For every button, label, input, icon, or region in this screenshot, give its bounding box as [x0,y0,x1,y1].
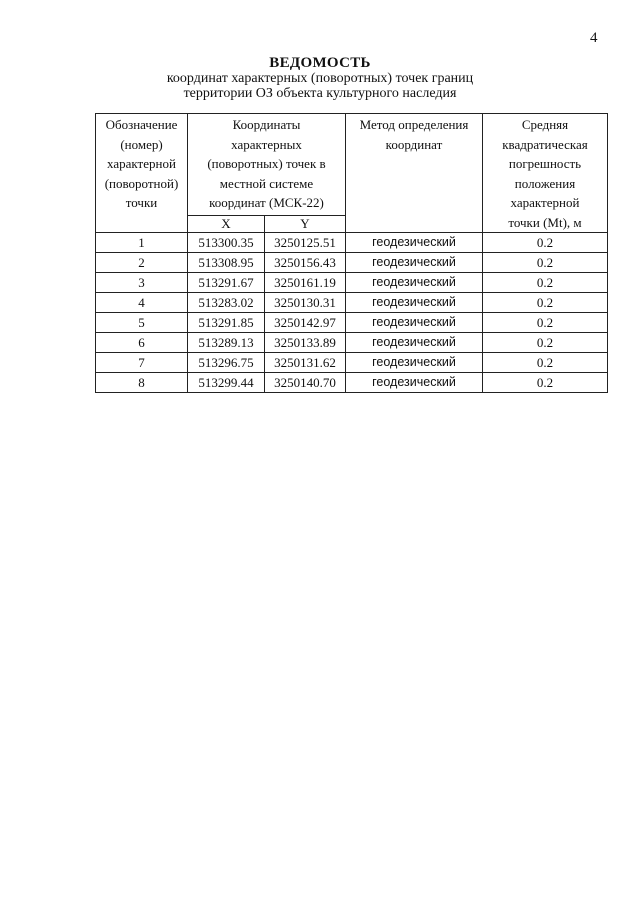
cell-method: геодезический [346,293,483,313]
table-row [96,233,608,253]
cell-y: 3250125.51 [265,233,346,253]
cell-point-number: 1 [96,233,188,253]
cell-error: 0.2 [483,233,608,253]
table-row [96,313,608,333]
cell-x: 513289.13 [188,333,265,353]
header-error-line: квадратическая [502,136,588,152]
table-row [96,293,608,313]
cell-error: 0.2 [483,353,608,373]
header-coords-line: характерных [231,136,302,152]
cell-point-number: 3 [96,273,188,293]
cell-x: 513291.67 [188,273,265,293]
header-error-line: положения [514,175,576,191]
cell-error: 0.2 [483,373,608,393]
cell-y: 3250142.97 [265,313,346,333]
table-row [96,253,608,273]
header-point-line: (номер) [120,136,163,152]
cell-error: 0.2 [483,313,608,333]
cell-x: 513299.44 [188,373,265,393]
header-method [346,114,483,233]
cell-method: геодезический [346,253,483,273]
title-line-2: территории ОЗ объекта культурного наследия [183,86,457,101]
header-error-line: точки (Mt), м [508,214,582,230]
cell-point-number: 5 [96,313,188,333]
cell-point-number: 7 [96,353,188,373]
table-row [96,273,608,293]
header-point [96,114,188,233]
header-y: Y [265,215,346,232]
cell-error: 0.2 [483,273,608,293]
cell-y: 3250130.31 [265,293,346,313]
cell-y: 3250133.89 [265,333,346,353]
cell-x: 513291.85 [188,313,265,333]
page-number: 4 [590,30,598,46]
header-error-line: погрешность [508,156,582,171]
table-row [96,373,608,393]
header-point-line: Обозначение [105,117,178,132]
header-point-line: точки [125,195,158,210]
document-title [0,56,640,101]
cell-point-number: 2 [96,253,188,273]
cell-x: 513296.75 [188,353,265,373]
cell-method: геодезический [346,373,483,393]
cell-x: 513300.35 [188,233,265,253]
header-coords-line: Координаты [232,117,301,132]
cell-error: 0.2 [483,293,608,313]
header-error-line: характерной [510,195,580,210]
cell-y: 3250131.62 [265,353,346,373]
cell-method: геодезический [346,233,483,253]
title-line-1: координат характерных (поворотных) точек границ [166,71,474,86]
header-point-line: (поворотной) [104,175,179,191]
cell-point-number: 4 [96,293,188,313]
table-row [96,333,608,353]
title-main: ВЕДОМОСТЬ [269,55,371,71]
header-coords-line: координат (МСК-22) [209,195,324,210]
header-coords [188,114,346,216]
cell-error: 0.2 [483,333,608,353]
cell-error: 0.2 [483,253,608,273]
cell-y: 3250156.43 [265,253,346,273]
cell-point-number: 8 [96,373,188,393]
coordinates-table [95,113,608,393]
header-error-line: Средняя [521,117,569,132]
header-coords-line: местной системе [219,175,314,191]
header-coords-line: (поворотных) точек в [207,156,326,171]
header-point-line: характерной [107,156,176,171]
cell-method: геодезический [346,273,483,293]
cell-x: 513283.02 [188,293,265,313]
cell-method: геодезический [346,333,483,353]
table-row [96,353,608,373]
cell-method: геодезический [346,313,483,333]
cell-y: 3250140.70 [265,373,346,393]
cell-x: 513308.95 [188,253,265,273]
header-method-line: координат [385,136,443,152]
header-method-line: Метод определения [359,117,469,132]
cell-y: 3250161.19 [265,273,346,293]
header-error [483,114,608,233]
cell-point-number: 6 [96,333,188,353]
header-x: X [188,215,265,232]
cell-method: геодезический [346,353,483,373]
